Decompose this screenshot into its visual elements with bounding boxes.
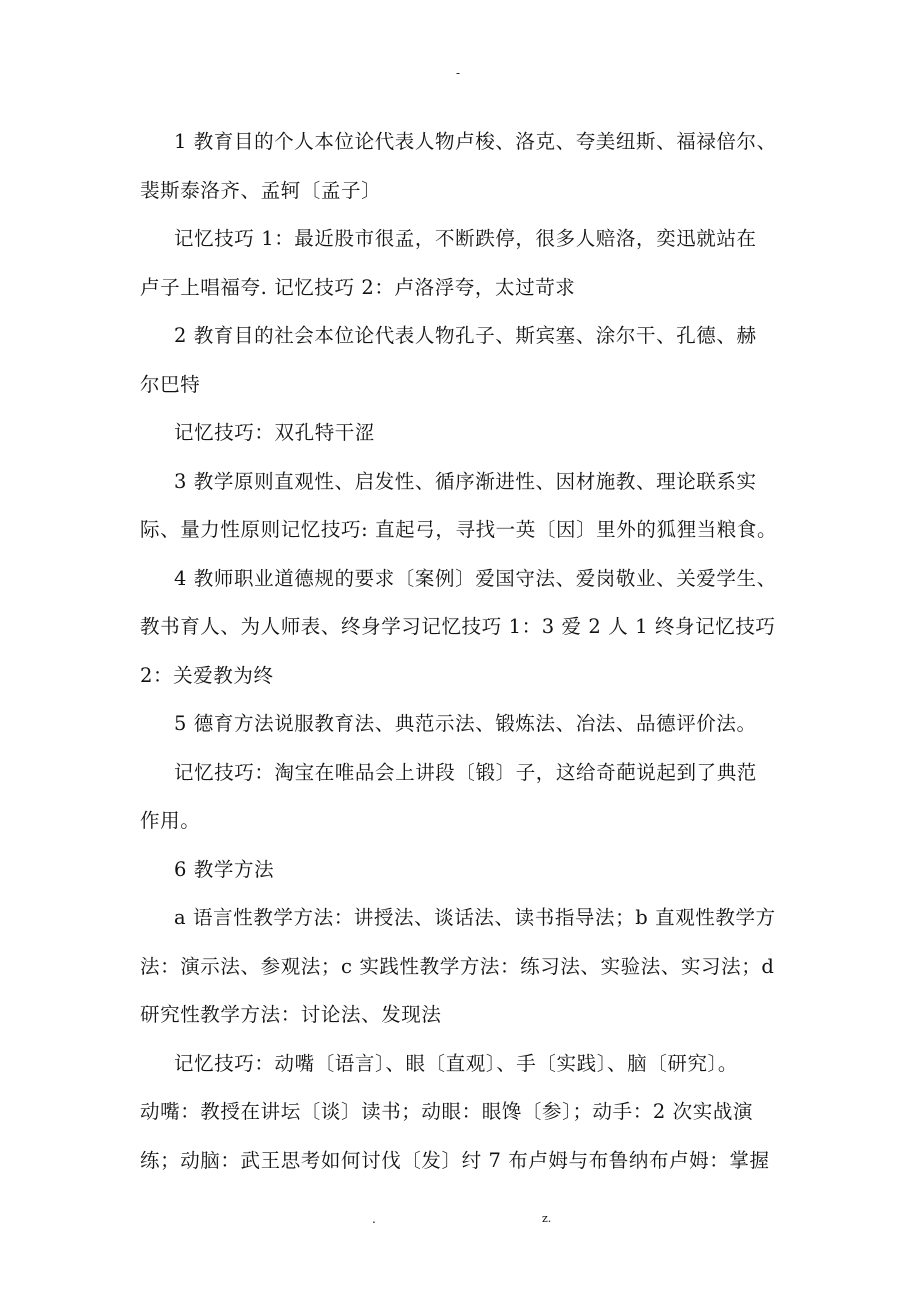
text-line: 动嘴：教授在讲坛〔谈〕读书；动眼：眼馋〔参〕；动手：2 次实战演 [140, 1100, 754, 1123]
text-line: 记忆技巧：动嘴〔语言〕、眼〔直观〕、手〔实践〕、脑〔研究〕。 [174, 1051, 739, 1075]
text-line: 记忆技巧：双孔特干涩 [174, 421, 376, 444]
text-line: 1 教育目的个人本位论代表人物卢梭、洛克、夸美纽斯、福禄倍尔、 [174, 130, 777, 153]
text-line: 法：演示法、参观法；c 实践性教学方法：练习法、实验法、实习法；d [140, 954, 775, 978]
text-line: 尔巴特 [140, 372, 201, 396]
document-body [140, 118, 788, 1185]
footer-right-mark: z. [542, 1212, 552, 1225]
text-line: a 语言性教学方法：讲授法、谈话法、读书指导法；b 直观性教学方 [174, 906, 776, 929]
text-line: 际、量力性原则记忆技巧: 直起弓，寻找一英〔因〕里外的狐狸当粮食。 [140, 518, 778, 541]
text-line: 2：关爱教为终 [140, 663, 274, 687]
header-mark: - [456, 66, 461, 80]
text-line: 记忆技巧 1：最近股市很孟，不断跌停，很多人赔洛，奕迅就站在 [174, 227, 757, 250]
text-line: 研究性教学方法：讨论法、发现法 [140, 1003, 442, 1026]
text-line: 5 德育方法说服教育法、典范示法、锻炼法、冶法、品德评价法。 [174, 712, 757, 735]
text-line: 裴斯泰洛齐、孟轲〔孟子〕 [140, 178, 382, 202]
text-line: 卢子上唱福夸. 记忆技巧 2：卢洛浮夸，太过苛求 [140, 275, 576, 299]
text-line: 练；动脑：武王思考如何讨伐〔发〕纣 7 布卢姆与布鲁纳布卢姆：掌握 [140, 1148, 770, 1172]
text-line: 教书育人、为人师表、终身学习记忆技巧 1：3 爱 2 人 1 终身记忆技巧 [140, 615, 776, 638]
text-line: 作用。 [140, 809, 201, 832]
text-line: 记忆技巧：淘宝在唯品会上讲段〔锻〕子，这给奇葩说起到了典范 [174, 760, 757, 784]
text-line: 2 教育目的社会本位论代表人物孔子、斯宾塞、涂尔干、孔德、赫 [174, 324, 757, 347]
text-line: 4 教师职业道德规的要求〔案例〕爱国守法、爱岗敬业、关爱学生、 [174, 566, 777, 590]
text-line: 3 教学原则直观性、启发性、循序渐进性、因材施教、理论联系实 [174, 469, 757, 493]
text-line: 6 教学方法 [174, 857, 275, 881]
footer-left-mark: . [372, 1212, 376, 1226]
